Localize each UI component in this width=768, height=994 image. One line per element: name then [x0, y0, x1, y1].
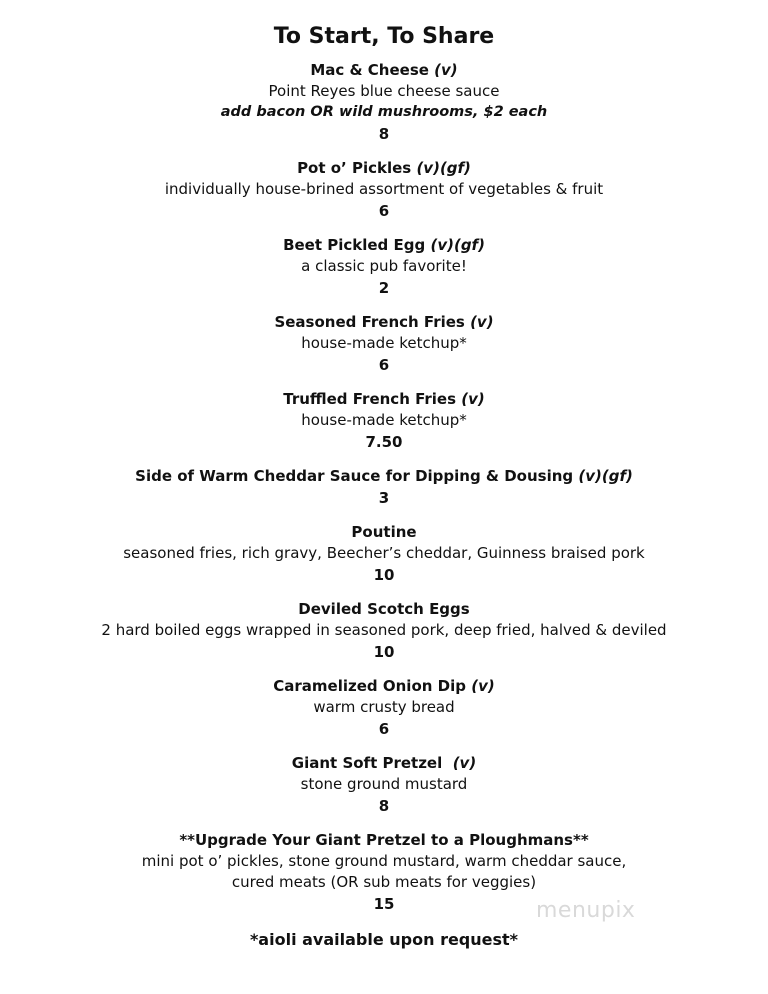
item-name-text: Mac & Cheese	[310, 61, 435, 79]
item-price: 8	[378, 797, 390, 815]
section-title: To Start, To Share	[273, 24, 495, 49]
item-name-text: Pot o’ Pickles	[297, 159, 417, 177]
item-price: 8	[378, 125, 390, 143]
item-name	[0, 158, 768, 179]
item-name-text: Truffled French Fries	[283, 390, 462, 408]
item-name	[0, 830, 768, 851]
item-price: 6	[378, 356, 390, 374]
menu-item-seasoned-french-fries	[0, 312, 768, 376]
item-name-text: **Upgrade Your Giant Pretzel to a Ploughmans**	[179, 831, 589, 849]
item-name-text: Deviled Scotch Eggs	[298, 600, 470, 618]
watermark-logo: menupix	[536, 898, 636, 923]
menu-item-giant-soft-pretzel	[0, 753, 768, 817]
item-name-text: Caramelized Onion Dip	[273, 677, 472, 695]
item-addon-note: add bacon OR wild mushrooms, $2 each	[220, 104, 548, 120]
item-price: 10	[373, 566, 395, 584]
item-name	[0, 676, 768, 697]
item-description: a classic pub favorite!	[301, 257, 467, 275]
item-price: 6	[378, 720, 390, 738]
item-diet-tag: (v)	[434, 61, 458, 79]
item-description: stone ground mustard	[300, 775, 468, 793]
item-name-text: Side of Warm Cheddar Sauce for Dipping & Dousing	[135, 467, 579, 485]
item-price: 2	[378, 279, 390, 297]
item-diet-tag: (v)(gf)	[430, 236, 485, 254]
menu-item-caramelized-onion-dip	[0, 676, 768, 740]
item-description: individually house-brined assortment of vegetables & fruit	[164, 180, 604, 198]
item-diet-tag: (v)	[461, 390, 485, 408]
item-description: Point Reyes blue cheese sauce	[268, 82, 500, 100]
item-description: warm crusty bread	[313, 698, 455, 716]
aioli-note: *aioli available upon request*	[249, 930, 519, 949]
menu-item-truffled-french-fries	[0, 389, 768, 453]
item-description: mini pot o’ pickles, stone ground mustard, warm cheddar sauce,	[141, 852, 627, 870]
menu-item-warm-cheddar-sauce	[0, 466, 768, 509]
item-name	[0, 599, 768, 620]
item-price: 10	[373, 643, 395, 661]
item-name	[0, 60, 768, 81]
item-price: 15	[373, 895, 395, 913]
item-description: house-made ketchup*	[301, 411, 467, 429]
item-description: seasoned fries, rich gravy, Beecher’s cheddar, Guinness braised pork	[123, 544, 645, 562]
menu-item-mac-and-cheese	[0, 60, 768, 145]
menu-item-deviled-scotch-eggs	[0, 599, 768, 663]
menu-item-poutine	[0, 522, 768, 586]
item-price: 6	[378, 202, 390, 220]
item-name	[0, 753, 768, 774]
item-name-text: Giant Soft Pretzel	[291, 754, 453, 772]
item-name	[0, 466, 768, 487]
item-description-line-2: cured meats (OR sub meats for veggies)	[231, 873, 537, 891]
item-diet-tag: (v)(gf)	[578, 467, 633, 485]
item-diet-tag: (v)	[470, 313, 494, 331]
item-name-text: Beet Pickled Egg	[283, 236, 431, 254]
item-price: 3	[378, 489, 390, 507]
menu-section	[0, 22, 768, 952]
menu-item-ploughmans-upgrade	[0, 830, 768, 915]
item-diet-tag: (v)	[452, 754, 477, 772]
menu-item-beet-pickled-egg	[0, 235, 768, 299]
item-description: 2 hard boiled eggs wrapped in seasoned pork, deep fried, halved & deviled	[101, 621, 667, 639]
item-price: 7.50	[365, 433, 403, 451]
item-name-text: Seasoned French Fries	[274, 313, 471, 331]
item-name	[0, 389, 768, 410]
item-diet-tag: (v)	[471, 677, 495, 695]
menu-item-pot-o-pickles	[0, 158, 768, 222]
item-diet-tag: (v)(gf)	[416, 159, 471, 177]
item-description: house-made ketchup*	[301, 334, 467, 352]
item-name	[0, 235, 768, 256]
item-name	[0, 522, 768, 543]
item-name	[0, 312, 768, 333]
item-name-text: Poutine	[351, 523, 417, 541]
